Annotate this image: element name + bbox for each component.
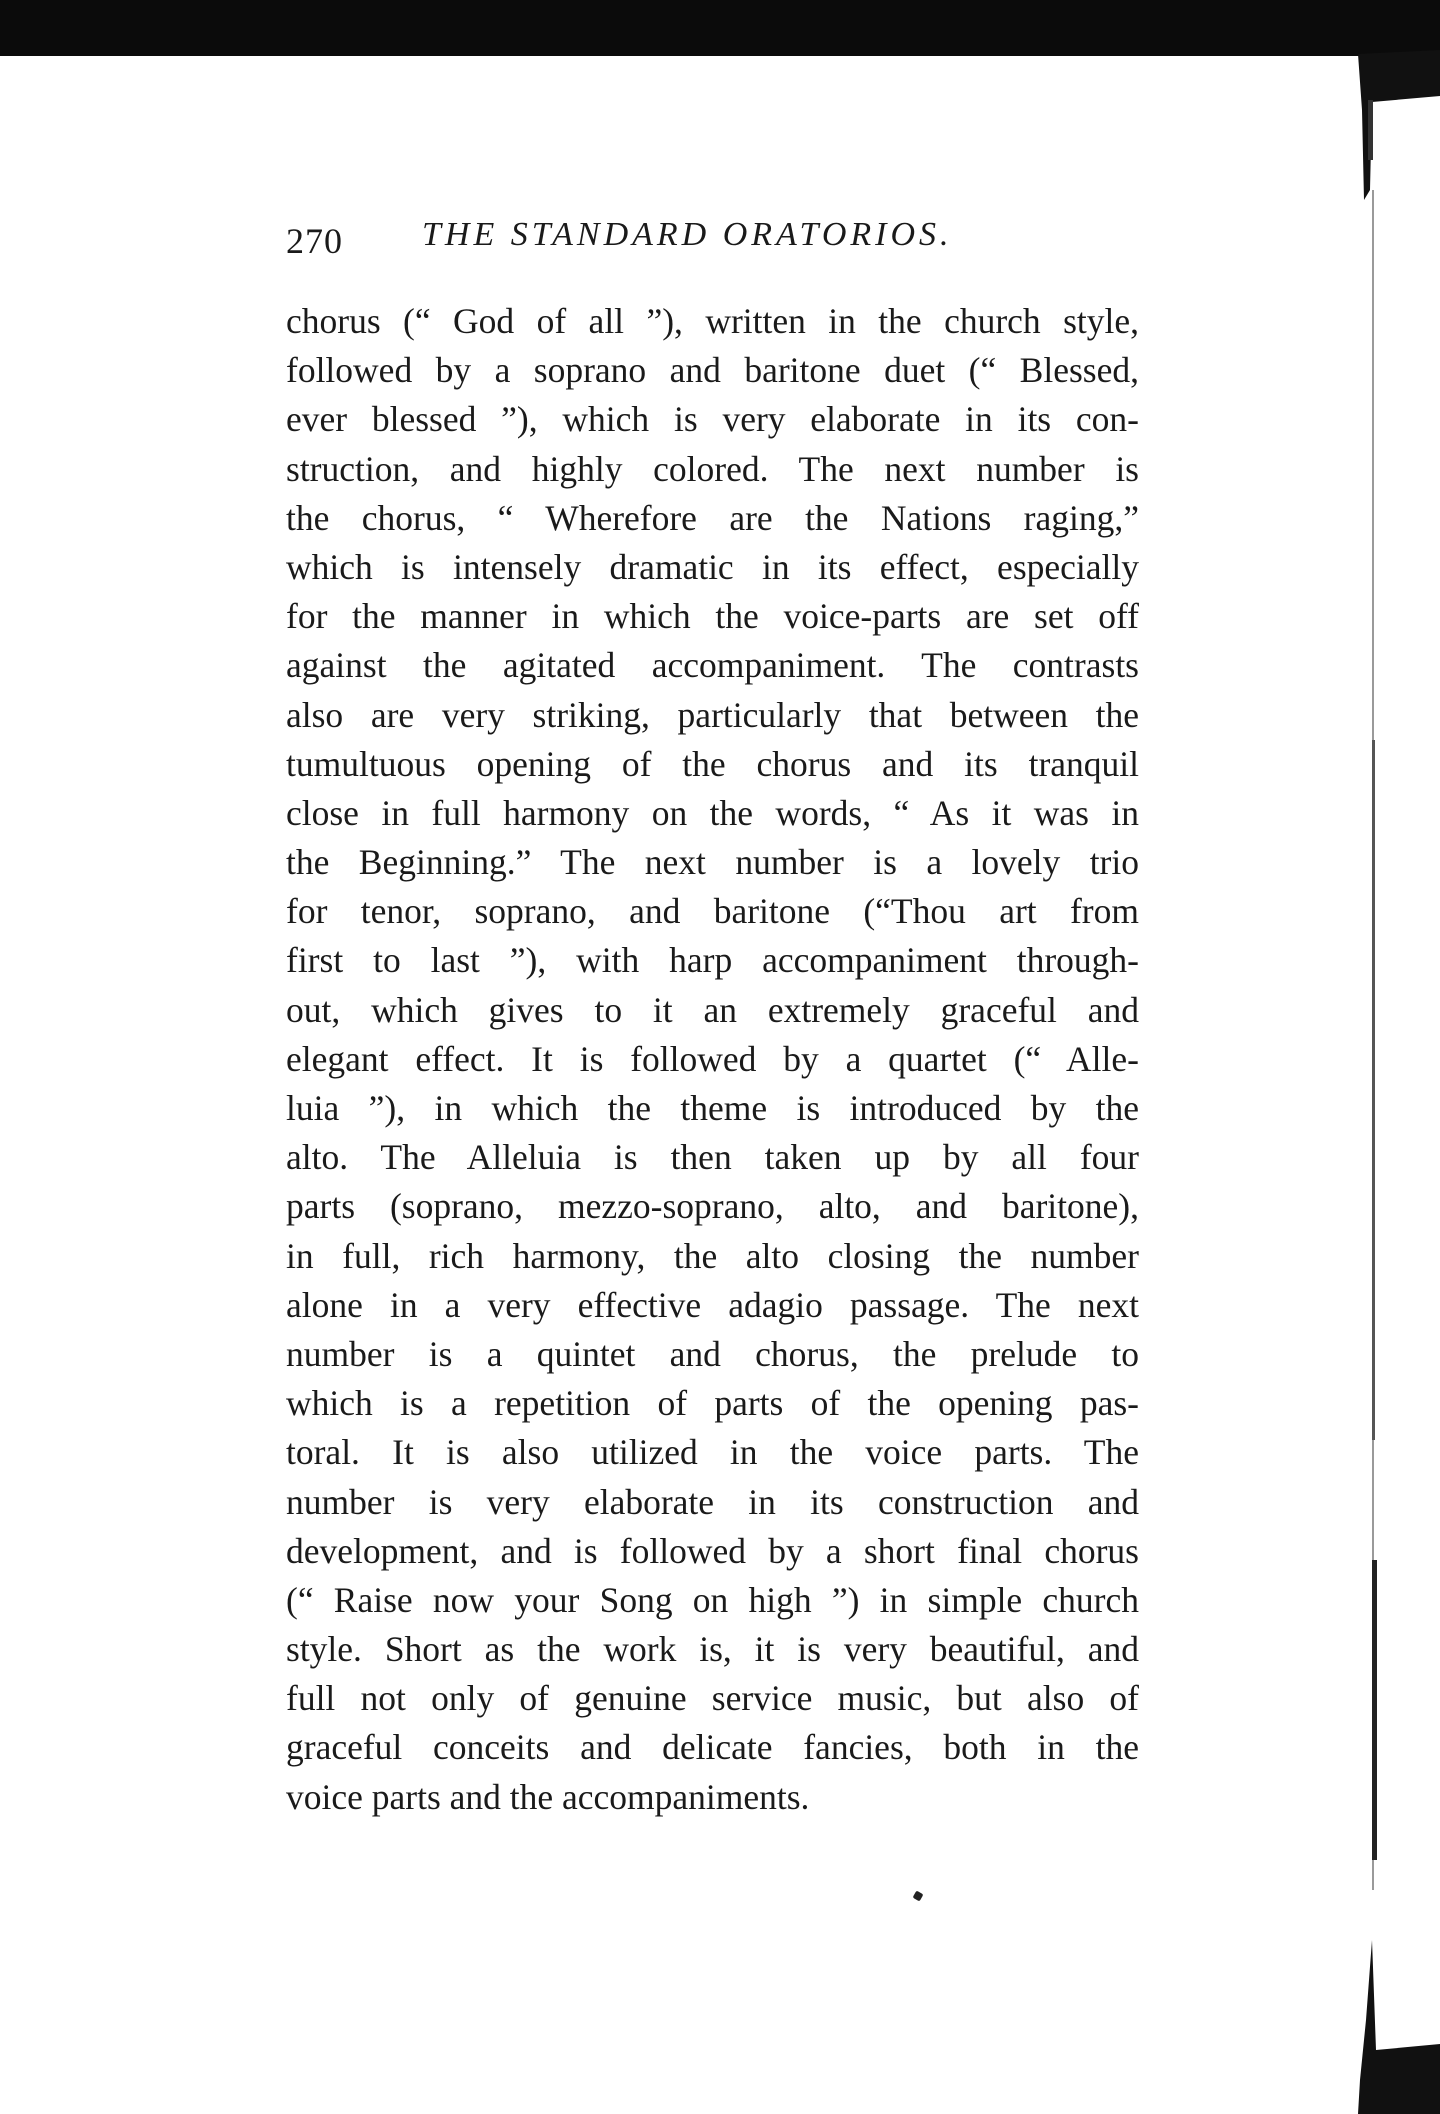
ink-speck: [913, 1891, 924, 1902]
text-line: parts (soprano, mezzo-soprano, alto, and baritone),: [286, 1186, 1139, 1227]
text-line: (“ Raise now your Song on high ”) in simple church: [286, 1579, 1139, 1620]
text-line: also are very striking, particularly that between the: [286, 694, 1139, 735]
text-line: out, which gives to it an extremely graceful and: [286, 989, 1139, 1030]
text-line: graceful conceits and delicate fancies, both in the: [286, 1727, 1139, 1768]
page-header: [286, 214, 1146, 264]
scan-top-border: [0, 0, 1440, 56]
text-line: development, and is followed by a short final chorus: [286, 1530, 1139, 1571]
text-line: struction, and highly colored. The next number is: [286, 448, 1139, 489]
text-line: style. Short as the work is, it is very beautiful, and: [286, 1629, 1139, 1670]
text-line: against the agitated accompaniment. The contrasts: [286, 645, 1139, 686]
running-title: THE STANDARD ORATORIOS.: [422, 216, 953, 253]
text-line: number is very elaborate in its construction and: [286, 1481, 1139, 1522]
text-line: which is a repetition of parts of the opening pas-: [286, 1383, 1139, 1424]
text-line: for tenor, soprano, and baritone (“Thou art from: [286, 891, 1139, 932]
text-line: number is a quintet and chorus, the prelude to: [286, 1333, 1139, 1374]
text-line: full not only of genuine service music, but also of: [286, 1678, 1139, 1719]
text-line: ever blessed ”), which is very elaborate in its con-: [286, 399, 1139, 440]
text-line: the Beginning.” The next number is a lovely trio: [286, 842, 1139, 883]
text-line: in full, rich harmony, the alto closing the number: [286, 1235, 1139, 1276]
text-line: followed by a soprano and baritone duet (“ Blessed,: [286, 350, 1139, 391]
text-line: the chorus, “ Wherefore are the Nations raging,”: [286, 497, 1139, 538]
text-line: voice parts and the accompaniments.: [286, 1776, 810, 1817]
body-paragraph: [286, 297, 1139, 1822]
text-line: chorus (“ God of all ”), written in the church style,: [286, 301, 1139, 341]
text-line: alto. The Alleluia is then taken up by all four: [286, 1137, 1139, 1178]
text-line: first to last ”), with harp accompaniment through-: [286, 940, 1139, 981]
text-line: for the manner in which the voice-parts are set off: [286, 596, 1139, 637]
text-line: elegant effect. It is followed by a quartet (“ Alle-: [286, 1038, 1139, 1079]
text-line: toral. It is also utilized in the voice parts. The: [286, 1432, 1139, 1473]
text-line: luia ”), in which the theme is introduced by the: [286, 1088, 1139, 1128]
page-number: 270: [286, 221, 343, 261]
text-line: alone in a very effective adagio passage. The next: [286, 1284, 1139, 1325]
text-line: which is intensely dramatic in its effect, especially: [286, 546, 1139, 587]
text-line: close in full harmony on the words, “ As it was in: [286, 792, 1139, 833]
text-line: tumultuous opening of the chorus and its tranquil: [286, 743, 1139, 784]
book-binding-edge: [1358, 40, 1440, 2114]
